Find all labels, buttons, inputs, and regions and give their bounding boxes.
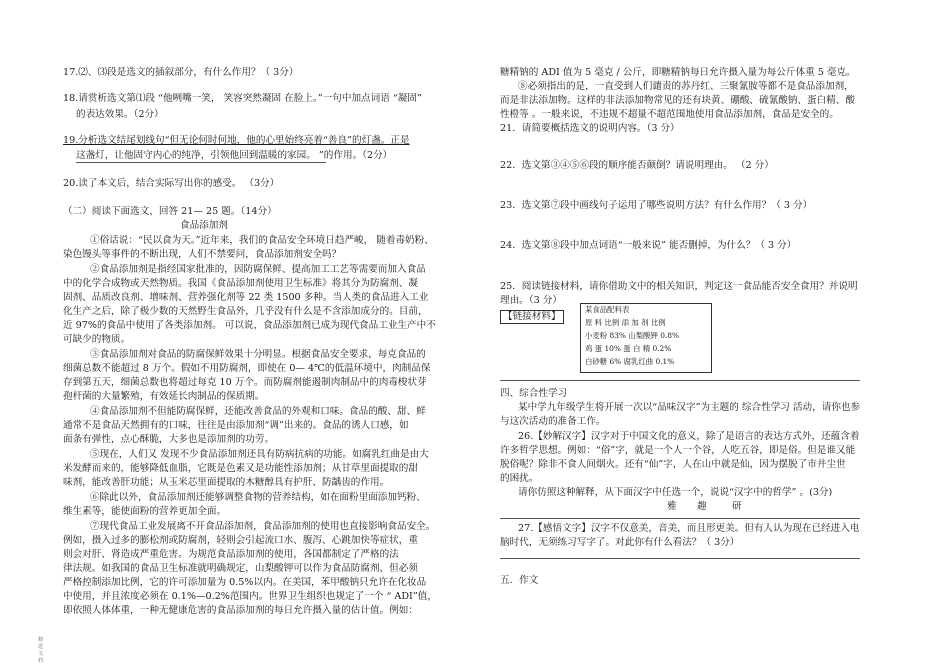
article-title: 食品添加剂: [180, 220, 228, 231]
question-19-line2: 这盏灯，让他固守内心的纯净，引领他回到温暖的家园。 ”的作用。（2分）: [76, 150, 393, 161]
question-18-line2: 的表达效果。（2分）: [76, 109, 164, 120]
question-19-line1: 19.分析选文结尾划线句“但无论何时何地，他的心里始终亮着“善良”的灯盏。正是: [63, 135, 410, 146]
table-row: 小麦粉 83% 山梨酸钾 0.8%: [585, 331, 679, 340]
para-3-line1: ③食品添加剂对食品的防腐保鲜效果十分明显。根据食品安全要求，每克食品的: [90, 349, 426, 360]
table-title: 某食品配料表: [585, 305, 630, 314]
question-21: 21．请简要概括选文的说明内容。（3 分）: [500, 123, 680, 134]
question-24: 24．选文第⑧段中加点词语“一般来说” 能否删掉，为什么？（ 3 分）: [500, 240, 797, 251]
question-23: 23．选文第⑦段中画线句子运用了哪些说明方法？有什么作用？（ 3 分）: [500, 200, 813, 211]
question-26-line4: 的困扰。: [500, 473, 539, 484]
link-material-label: 【链接材料】: [500, 310, 564, 324]
intro-line1: 某中学九年级学生将开展一次以“品味汉字”为主题的 综合性学习 活动，请你也参: [518, 402, 861, 413]
para-7-line1: ⑦现代食品工业发展离不开食品添加剂，食品添加剂的使用也直接影响食品安全。: [90, 521, 436, 532]
section-5-heading: 五．作文: [500, 575, 539, 586]
para-5-line1: ⑤现在，人们又 发现不少食品添加剂还具有防病抗病的功能。如腐乳红曲是由大: [90, 449, 429, 460]
para-7-line4: 律法规。如我国的食品卫生标准就明确规定，山梨酸钾可以作为食品防腐剂，但必须: [63, 563, 418, 574]
para-2-line3: 固剂、品质改良剂、增味剂、营养强化剂等 22 类 1500 多种。当人类的食品进入工业: [63, 292, 429, 303]
table-row: 鸡 蛋 10% 蛋 白 精 0.2%: [585, 344, 672, 353]
answer-rule: [500, 380, 860, 381]
para-4-line2: 通常不是食品天然拥有的口味，往往是由添加剂“调”出来的。食品的诱人口感，如: [63, 420, 409, 431]
page-footer: 精选文档: [38, 637, 44, 664]
para-7-line7: 即依照人体体重，一种无健康危害的食品添加剂的每日允许摄入量的估计值。例如：: [63, 605, 418, 616]
para-5-line3: 味剂，能改善肝功能；从玉米芯里面提取的木糖醇具有护肝、防龋齿的作用。: [63, 477, 390, 488]
question-26-line3: 脱俗呢？除非不食人间烟火。还有“仙”字，人在山中就是仙，因为摆脱了市井尘世: [500, 459, 846, 470]
answer-rule: [500, 518, 860, 519]
intro-line2: 与这次活动的准备工作。: [500, 416, 606, 427]
para-8-line3: 性橙等 。一般来说，不违规不超量不超范围地使用食品添加剂，食品是安全的。: [500, 109, 839, 120]
answer-rule: [500, 558, 860, 559]
para-8-line2: 而是非法添加物。这样的非法添加物常见的还有块黄、硼酸、硫氰酸钠、蛋白精、酸: [500, 95, 855, 106]
para-4-line3: 面条有弹性，点心酥脆，大多也是添加剂的功劳。: [63, 434, 275, 445]
question-26-line5: 请你仿照这种解释，从下面汉字中任选一个，说说“汉字中的哲学” 。(3分): [518, 487, 833, 498]
question-22: 22．选文第③④⑤⑥段的顺序能否颠倒？请说明理由。 （2 分）: [500, 160, 774, 171]
continued-line1: 糖精钠的 ADI 值为 5 毫克 / 公斤，即糖精钠每日允许摄入量为每公斤体重 5 毫克。: [500, 67, 856, 78]
para-6-line1: ⑥除此以外，食品添加剂还能够调整食物的营养结构，如在面粉里面添加钙粉、: [90, 492, 426, 503]
para-2-line6: 可缺少的物质。: [63, 334, 131, 345]
para-2-line2: 中的化学合成物或天然物质。我国《食品添加剂使用卫生标准》将其分为防腐剂、凝: [63, 278, 418, 289]
char-option: 趣: [697, 501, 707, 512]
para-7-line3: 则会对肝、肾造成严重危害。为规范食品添加剂的使用，各国都制定了严格的法: [63, 549, 399, 560]
question-26-line2: 许多哲学思想。例如：“俗”字，就是一个人一个谷，人吃五谷，即是俗。但是谁又能: [500, 445, 856, 456]
question-20: 20.读了本文后，结合实际写出你的感受。 （3分）: [63, 178, 280, 189]
question-27-line2: 脑时代，无须练习写字了。对此你有什么看法？（ 3分）: [500, 537, 740, 548]
para-4-line1: ④食品添加剂不但能防腐保鲜，还能改善食品的外观和口味。食品的酸、甜、鲜: [90, 406, 426, 417]
para-2-line4: 化生产之后，除了极少数的天然野生食品外，几乎没有什么是不含添加成分的。目前，: [63, 306, 428, 317]
question-18-line1: 18.请赏析选文第⑴段 “他咧嘴一笑， 笑容突然凝固 在脸上。”一句中加点词语 “凝固”: [63, 93, 422, 104]
table-header: 原 料 比例 添 加 剂 比例: [585, 318, 666, 327]
question-17: 17.⑵、⑶段是选文的插叙部分，有什么作用？（ 3分）: [63, 67, 299, 78]
question-25-line1: 25．阅读链接材料，请你借助文中的相关知识，判定这一食品能否安全食用？并说明: [500, 281, 858, 292]
para-3-line4: 孢杆菌的大量繁殖，有效延长肉制品的保质期。: [63, 391, 265, 402]
para-7-line2: 例如，摄入过多的膨松剂或防腐剂，轻则会引起流口水、腹泻、心跳加快等症状，重: [63, 535, 418, 546]
para-3-line3: 存到第五天，细菌总数也将超过每克 10 万个。而防腐剂能遏制肉制品中的肉毒梭状芽: [63, 377, 427, 388]
para-7-line6: 中使用，并且浓度必须在 0.1%—0.2%范围内。世界卫生组织也规定了一个 “ ADI”值，: [63, 591, 437, 602]
section-4-heading: 四、综合性学习: [500, 388, 568, 399]
question-25-line2: 理由。（3 分）: [500, 295, 562, 306]
para-3-line2: 细菌总数不能超过 8 万个。假如不用防腐剂，即使在 0— 4℃的低温环境中，肉制品保: [63, 363, 431, 374]
para-5-line2: 米发酵而来的，能够降低血脂，它既是色素又是功能性添加剂；从甘草里面提取的甜: [63, 463, 418, 474]
para-1-line2: 染色馒头等事件的不断出现，人们不禁要问，食品添加剂安全吗？: [63, 249, 342, 260]
underline-rule: [76, 162, 326, 163]
char-option: 雅: [667, 501, 677, 512]
para-7-line5: 严格控制添加比例，它的许可添加量为 0.5%以内。在美国，苯甲酸钠只允许在化妆品: [63, 577, 427, 588]
para-1-line1: ①俗话说：“民以食为天。”近年来，我们的食品安全环境日趋严峻， 随着毒奶粉、: [90, 235, 434, 246]
section-2-heading: （二）阅读下面选文，回答 21— 25 题。（14分）: [63, 206, 277, 217]
question-26-line1: 26.【妙解汉字】汉字对于中国文化的意义，除了是语言的表达方式外，还蕴含着: [518, 431, 860, 442]
para-2-line5: 近 97%的食品中使用了各类添加剂。 可以说，食品添加剂已成为现代食品工业生产中不: [63, 320, 436, 331]
table-row: 白砂糖 6% 腐乳红曲 0.1%: [585, 357, 675, 366]
para-6-line2: 维生素等，能使面粉的营养更加全面。: [63, 506, 227, 517]
para-2-line1: ②食品添加剂是指经国家批准的，因防腐保鲜、提高加工工艺等需要而加入食品: [90, 264, 426, 275]
question-27-line1: 27.【感悟文字】汉字不仅意美，音美，而且形更美。但有人认为现在已经进入电: [518, 523, 860, 534]
para-8-line1: ⑧必须指出的是，一直受到人们谴责的苏丹红、三聚氰胺等都不是食品添加剂，: [518, 81, 854, 92]
char-option: 研: [732, 501, 742, 512]
